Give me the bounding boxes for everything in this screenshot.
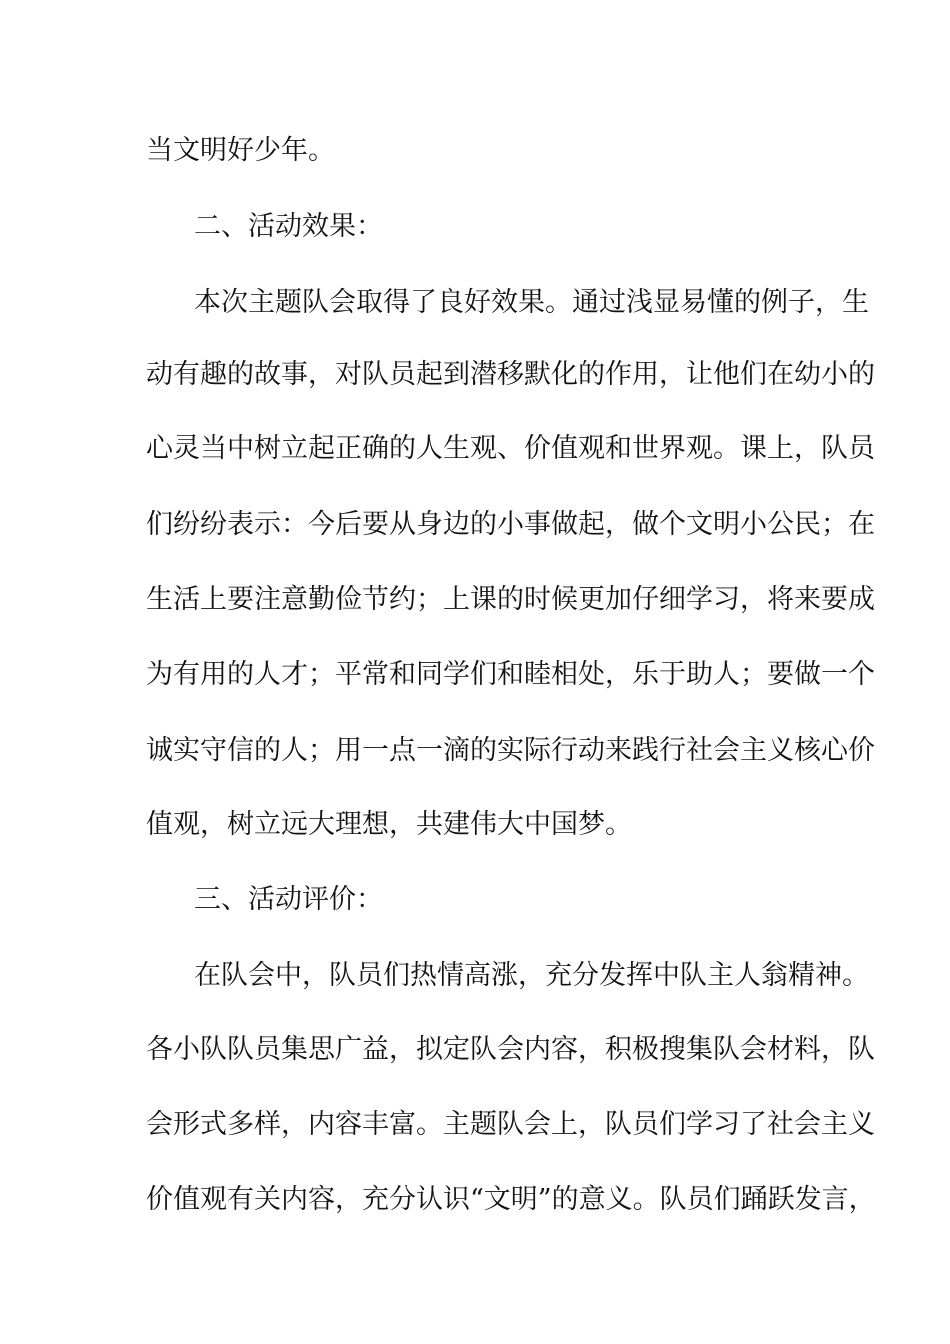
paragraph-line: 当文明好少年。 [146, 135, 335, 166]
paragraph-line: 为有用的人才；平常和同学们和睦相处，乐于助人；要做一个 [146, 659, 875, 690]
paragraph-line: 会形式多样，内容丰富。主题队会上，队员们学习了社会主义 [146, 1109, 875, 1140]
paragraph-line: 动有趣的故事，对队员起到潜移默化的作用，让他们在幼小的 [146, 359, 875, 390]
paragraph-line: 诚实守信的人；用一点一滴的实际行动来践行社会主义核心价 [146, 735, 875, 766]
paragraph-line: 心灵当中树立起正确的人生观、价值观和世界观。课上，队员 [146, 433, 875, 464]
paragraph-line: 本次主题队会取得了良好效果。通过浅显易懂的例子，生 [194, 287, 869, 318]
paragraph-line: 价值观有关内容，充分认识“文明”的意义。队员们踊跃发言， [146, 1184, 876, 1215]
paragraph-line: 各小队队员集思广益，拟定队会内容，积极搜集队会材料，队 [146, 1034, 875, 1065]
paragraph-line: 生活上要注意勤俭节约；上课的时候更加仔细学习，将来要成 [146, 584, 875, 615]
paragraph-line: 们纷纷表示：今后要从身边的小事做起，做个文明小公民；在 [146, 509, 875, 540]
section-heading-effect: 二、活动效果： [194, 211, 383, 242]
paragraph-line: 值观，树立远大理想，共建伟大中国梦。 [146, 809, 632, 840]
section-heading-evaluation: 三、活动评价： [194, 884, 383, 915]
paragraph-line: 在队会中，队员们热情高涨，充分发挥中队主人翁精神。 [194, 960, 869, 991]
